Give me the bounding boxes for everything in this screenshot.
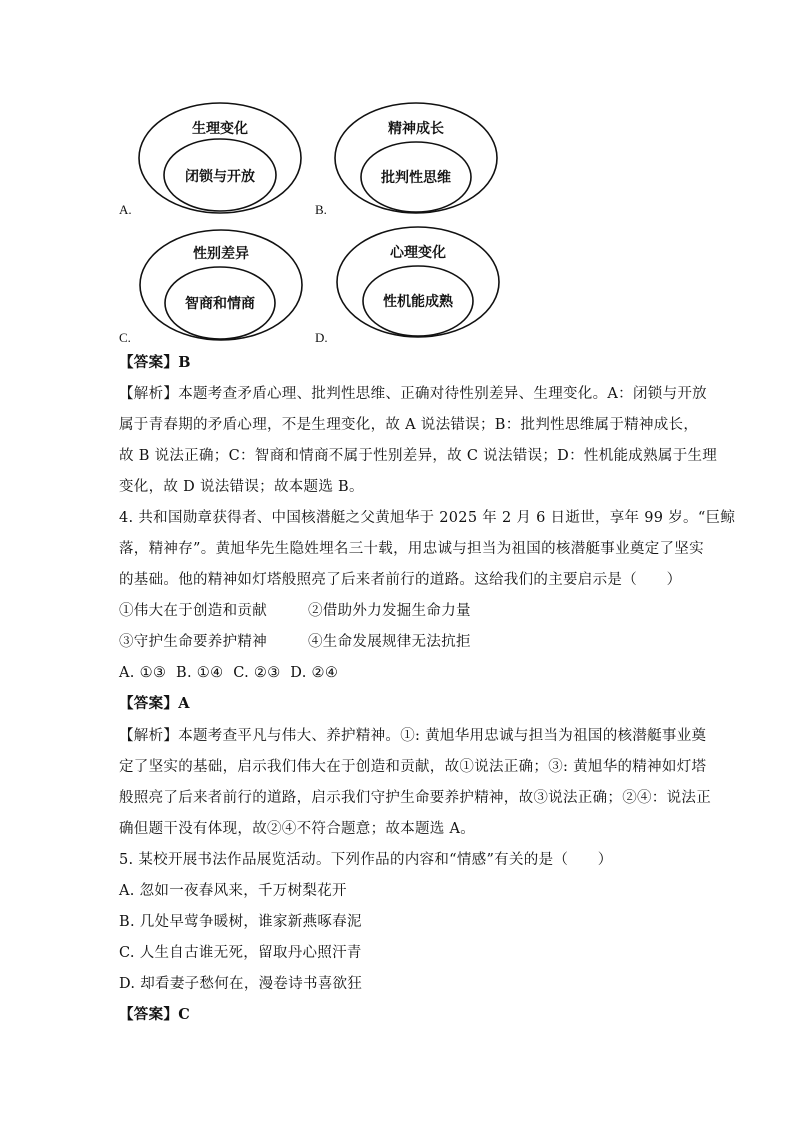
q3-analysis-line: 属于青春期的矛盾心理，不是生理变化，故 A 说法错误；B：批判性思维属于精神成长，	[119, 417, 699, 433]
q3-analysis-line: 故 B 说法正确；C：智商和情商不属于性别差异，故 C 说法错误；D：性机能成熟属于生理	[119, 448, 718, 464]
q4-choices: A. ①③ B. ①④ C. ②③ D. ②④	[119, 665, 339, 681]
outer-ellipse	[139, 103, 301, 213]
outer-ellipse	[335, 103, 497, 213]
q4-item: ①伟大在于创造和贡献	[119, 603, 267, 619]
q4-item: ②借助外力发掘生命力量	[308, 603, 471, 619]
inner-label: 智商和情商	[185, 296, 255, 312]
q4-stem-line: 的基础。他的精神如灯塔般照亮了后来者前行的道路。这给我们的主要启示是（ ）	[119, 572, 682, 588]
diagram-b-label: B.	[315, 202, 327, 217]
q4-item: ③守护生命要养护精神	[119, 634, 267, 650]
q3-analysis-line: 变化，故 D 说法错误；故本题选 B。	[119, 479, 364, 495]
q4-stem-line: 落，精神存”。黄旭华先生隐姓埋名三十载，用忠诚与担当为祖国的核潜艇事业奠定了坚实	[119, 541, 704, 557]
q5-option: B. 几处早莺争暖树，谁家新燕啄春泥	[119, 914, 362, 930]
diagram-c	[138, 226, 308, 346]
q5-option: D. 却看妻子愁何在，漫卷诗书喜欲狂	[119, 976, 363, 992]
q4-item: ④生命发展规律无法抗拒	[308, 634, 471, 650]
q5-answer: 【答案】C	[119, 1006, 191, 1023]
inner-label: 批判性思维	[381, 170, 451, 186]
q3-answer: 【答案】B	[119, 354, 191, 371]
outer-label: 精神成长	[388, 121, 444, 137]
q4-analysis-line: 般照亮了后来者前行的道路，启示我们守护生命要养护精神，故③说法正确；②④：说法正	[119, 790, 711, 806]
diagram-a-label: A.	[119, 202, 132, 217]
diagram-b	[333, 100, 503, 218]
outer-label: 心理变化	[390, 245, 446, 261]
q4-analysis-line: 【解析】本题考查平凡与伟大、养护精神。①: 黄旭华用忠诚与担当为祖国的核潜艇事业奠	[119, 728, 707, 744]
outer-label: 生理变化	[192, 121, 248, 137]
inner-label: 闭锁与开放	[185, 169, 255, 185]
q5-option: C. 人生自古谁无死，留取丹心照汗青	[119, 945, 362, 961]
q5-stem: 5. 某校开展书法作品展览活动。下列作品的内容和“情感”有关的是（ ）	[119, 852, 613, 868]
q4-analysis-line: 定了坚实的基础，启示我们伟大在于创造和贡献，故①说法正确；③: 黄旭华的精神如灯塔	[119, 759, 707, 775]
q4-analysis-line: 确但题干没有体现，故②④不符合题意；故本题选 A。	[119, 821, 476, 837]
outer-label: 性别差异	[193, 246, 249, 262]
inner-label: 性机能成熟	[383, 294, 453, 310]
outer-ellipse	[337, 227, 499, 337]
diagram-d	[336, 222, 506, 344]
q4-answer: 【答案】A	[119, 695, 190, 712]
q4-stem-line: 4. 共和国勋章获得者、中国核潜艇之父黄旭华于 2025 年 2 月 6 日逝世，享年 99 岁。“巨鲸	[119, 510, 736, 526]
q5-option: A. 忽如一夜春风来，千万树梨花开	[119, 883, 347, 899]
diagram-c-label: C.	[119, 330, 131, 345]
diagram-d-label: D.	[315, 330, 328, 345]
q3-analysis-line: 【解析】本题考查矛盾心理、批判性思维、正确对待性别差异、生理变化。A：闭锁与开放	[119, 386, 707, 402]
diagram-a	[136, 100, 306, 218]
